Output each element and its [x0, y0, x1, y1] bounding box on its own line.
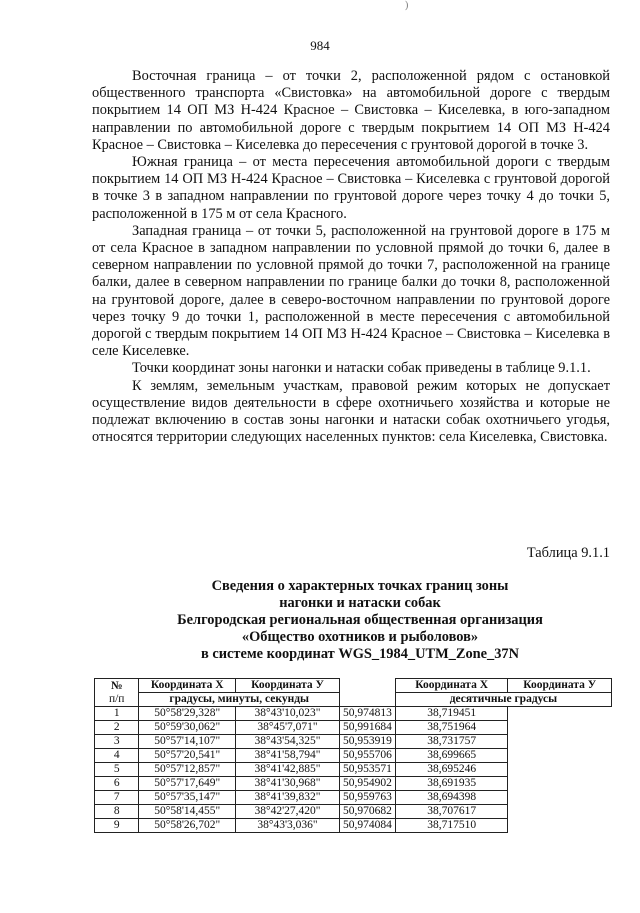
cell-coord-y: 38°43'10,023": [236, 707, 340, 721]
cell-decimal-x: 50,954902: [339, 777, 395, 791]
header-number-line1: №: [110, 679, 123, 692]
cell-decimal-y: 38,691935: [395, 777, 508, 791]
table-row: [95, 763, 612, 777]
page-number: 984: [310, 38, 330, 53]
cell-decimal-x: 50,970682: [339, 805, 395, 819]
cell-number: 6: [95, 777, 139, 791]
cell-coord-y: 38°41'30,968": [236, 777, 340, 791]
table-heading: [150, 578, 570, 663]
cell-coord-y: 38°41'39,832": [236, 791, 340, 805]
cell-coord-x: 50°57'17,649": [139, 777, 236, 791]
cell-coord-x: 50°58'14,455": [139, 805, 236, 819]
table-row: [95, 707, 612, 721]
header-number: [95, 679, 139, 707]
cell-number: 1: [95, 707, 139, 721]
cell-coord-x: 50°57'20,541": [139, 749, 236, 763]
cell-coord-x: 50°58'29,328": [139, 707, 236, 721]
cell-number: 4: [95, 749, 139, 763]
table-heading-line: Белгородская региональная общественная организация: [177, 612, 543, 628]
cell-coord-x: 50°59'30,062": [139, 721, 236, 735]
table-row: [95, 819, 612, 833]
cell-decimal-y: 38,719451: [395, 707, 508, 721]
table-body: [95, 707, 612, 833]
cell-coord-y: 38°41'42,885": [236, 763, 340, 777]
cell-number: 9: [95, 819, 139, 833]
cell-number: 7: [95, 791, 139, 805]
paragraph-excluded-lands: К землям, земельным участкам, правовой режим которых не допускает осуществление видов деятельности в сфере охотничьего хозяйства и которые не подлежат включению в состав зоны нагонки и натаски собак охотничьего угодья, относятся территории следующих населенных пунктов: села Киселевка, Свистовка.: [92, 377, 610, 446]
cell-decimal-x: 50,955706: [339, 749, 395, 763]
paragraph-east-border: Восточная граница – от точки 2, расположенной рядом с остановкой общественного транспорта «Свистовка» на автомобильной дороге с твердым покрытием 14 ОП МЗ Н-424 Красное – Свистовка – Киселевка, в юго-западном направлении по автомобильной дороге с твердым покрытием 14 ОП МЗ Н-424 Красное – Свистовка – Киселевка до пересечения с грунтовой дорогой в точке 3.: [92, 68, 610, 153]
table-row: [95, 791, 612, 805]
cell-decimal-y: 38,695246: [395, 763, 508, 777]
table-row: [95, 777, 612, 791]
cell-decimal-x: 50,974813: [339, 707, 395, 721]
cell-number: 8: [95, 805, 139, 819]
cell-coord-x: 50°58'26,702": [139, 819, 236, 833]
cell-decimal-y: 38,731757: [395, 735, 508, 749]
cell-coord-y: 38°43'54,325": [236, 735, 340, 749]
cell-coord-x: 50°57'35,147": [139, 791, 236, 805]
paragraph-west-border: Западная граница – от точки 5, расположенной на грунтовой дороге в 175 м от села Красное в западном направлении по условной прямой до точки 6, далее в северном направлении по условной прямой до точки 7, расположенной на границе балки, далее в северном направлении по границе балки до точки 8, расположенной на грунтовой дороге, далее в северо-восточном направлении по грунтовой дороге через точку 9 до точки 1, расположенной в месте пересечения с автомобильной дорогой с твердым покрытием 14 ОП МЗ Н-424 Красное – Свистовка – Киселевка в селе Киселевке.: [92, 222, 610, 360]
cell-coord-y: 38°45'7,071": [236, 721, 340, 735]
header-coord-x: Координата X: [139, 679, 236, 693]
table-caption: Таблица 9.1.1: [526, 545, 610, 561]
cell-decimal-x: 50,991684: [339, 721, 395, 735]
cell-number: 3: [95, 735, 139, 749]
cell-decimal-y: 38,694398: [395, 791, 508, 805]
header-dms-units: градусы, минуты, секунды: [139, 693, 340, 707]
cell-coord-x: 50°57'12,857": [139, 763, 236, 777]
header-number-line2: п/п: [108, 692, 125, 705]
header-decimal-y: Координата У: [508, 679, 612, 693]
cell-decimal-y: 38,751964: [395, 721, 508, 735]
table-row: [95, 735, 612, 749]
header-decimal-units: десятичные градусы: [395, 693, 611, 707]
table-row: [95, 721, 612, 735]
table-row: [95, 749, 612, 763]
cell-coord-x: 50°57'14,107": [139, 735, 236, 749]
header-decimal-x: Координата X: [395, 679, 508, 693]
cell-number: 2: [95, 721, 139, 735]
paragraph-table-reference: Точки координат зоны нагонки и натаски собак приведены в таблице 9.1.1.: [132, 360, 591, 377]
body-text: [92, 68, 610, 446]
coordinates-table: [94, 678, 612, 833]
cell-decimal-x: 50,974084: [339, 819, 395, 833]
paragraph-south-border: Южная граница – от места пересечения автомобильной дороги с твердым покрытием 14 ОП МЗ Н-424 Красное – Свистовка – Киселевка с грунтовой дорогой в точке 3 в западном направлении по грунтовой дороге через точку 4 до точки 5, расположенной в 175 м от села Красного.: [92, 154, 610, 222]
table-heading-line: нагонки и натаски собак: [279, 595, 441, 611]
cell-decimal-y: 38,717510: [395, 819, 508, 833]
table-heading-line: Сведения о характерных точках границ зоны: [211, 578, 509, 594]
table-header-row: [95, 679, 612, 693]
cell-decimal-x: 50,953571: [339, 763, 395, 777]
scan-mark: ): [405, 0, 409, 11]
table-heading-line: в системе координат WGS_1984_UTM_Zone_37N: [200, 646, 520, 662]
cell-number: 5: [95, 763, 139, 777]
cell-decimal-x: 50,953919: [339, 735, 395, 749]
table-heading-line: «Общество охотников и рыболовов»: [241, 629, 479, 645]
cell-decimal-x: 50,959763: [339, 791, 395, 805]
cell-decimal-y: 38,707617: [395, 805, 508, 819]
cell-decimal-y: 38,699665: [395, 749, 508, 763]
table-row: [95, 805, 612, 819]
cell-coord-y: 38°42'27,420": [236, 805, 340, 819]
cell-coord-y: 38°43'3,036": [236, 819, 340, 833]
table-gap: [339, 679, 395, 707]
header-coord-y: Координата У: [236, 679, 340, 693]
cell-coord-y: 38°41'58,794": [236, 749, 340, 763]
